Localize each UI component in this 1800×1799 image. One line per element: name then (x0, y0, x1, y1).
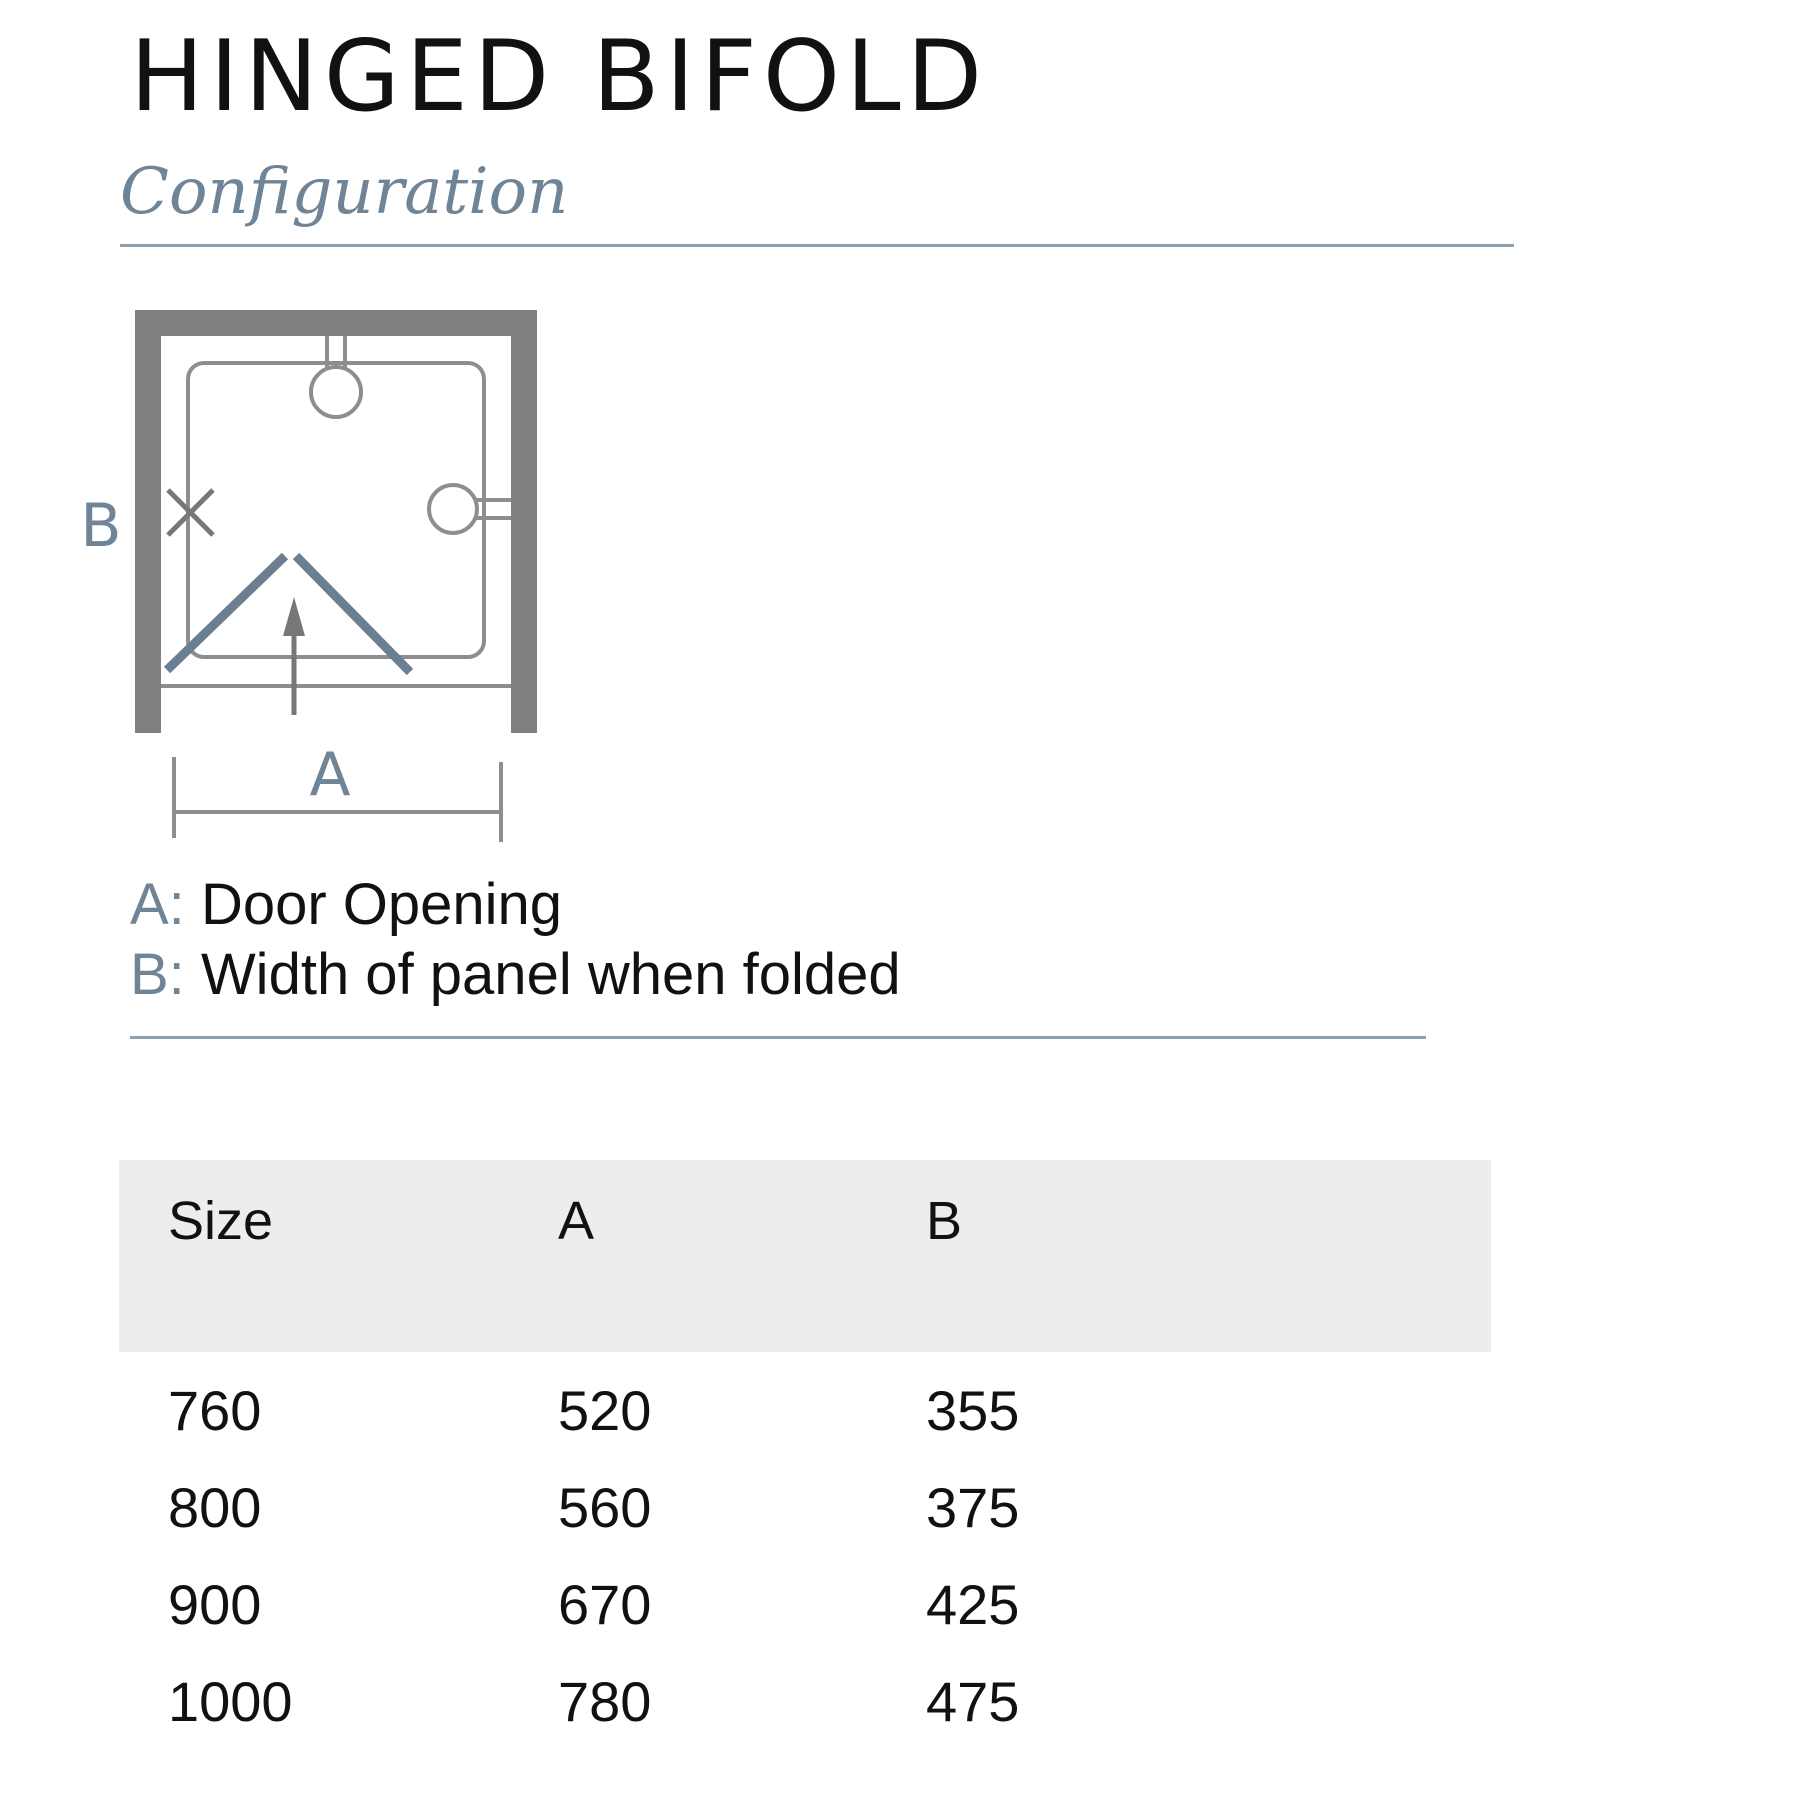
dimension-a-label: A (309, 740, 351, 810)
table-cell-a: 560 (558, 1476, 652, 1539)
table-cell-size: 900 (168, 1573, 262, 1636)
table-cell-b: 475 (926, 1670, 1020, 1733)
divider-middle (130, 1036, 1426, 1039)
table-cell-a: 670 (558, 1573, 652, 1636)
legend-key: A: (130, 872, 185, 937)
table-cell-b: 375 (926, 1476, 1020, 1539)
legend-item-a (130, 870, 901, 940)
column-header-b: B (926, 1191, 963, 1251)
diagram-legend (130, 870, 901, 1010)
dimension-b-label: B (80, 491, 122, 561)
legend-key: B: (130, 942, 185, 1007)
legend-text: Width of panel when folded (200, 942, 901, 1007)
table-cell-size: 800 (168, 1476, 262, 1539)
table-cell-size: 760 (168, 1379, 262, 1442)
table-cell-b: 355 (926, 1379, 1020, 1442)
table-cell-size: 1000 (168, 1670, 293, 1733)
section-subtitle: Configuration (120, 155, 569, 229)
bifold-panel-right (296, 556, 410, 672)
column-header-a: A (558, 1191, 595, 1251)
legend-item-b (130, 940, 901, 1010)
table-cell-a: 780 (558, 1670, 652, 1733)
shower-valve-top-icon (311, 367, 361, 417)
shower-valve-side-icon (429, 485, 477, 533)
page-title: HINGED BIFOLD (130, 20, 989, 134)
table-header (119, 1160, 1491, 1352)
divider-top (120, 244, 1514, 247)
bifold-panel-left (167, 556, 285, 670)
column-header-size: Size (168, 1191, 274, 1251)
table-cell-a: 520 (558, 1379, 652, 1442)
shower-configuration-diagram (70, 300, 590, 860)
table-cell-b: 425 (926, 1573, 1020, 1636)
legend-text: Door Opening (200, 872, 563, 937)
